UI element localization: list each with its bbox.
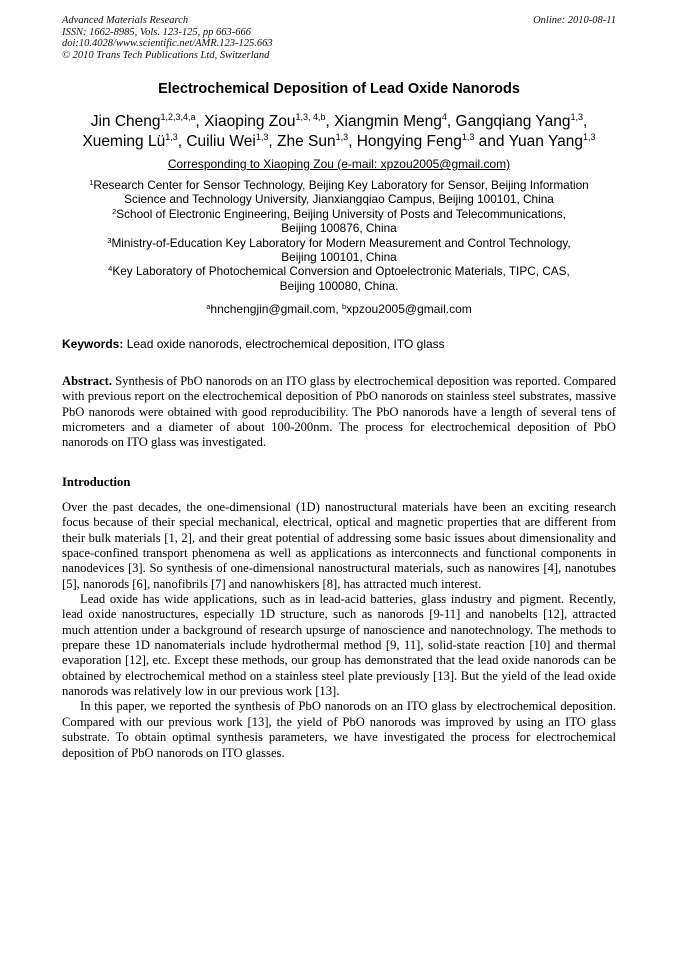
- author-name: Xiangmin Meng: [334, 113, 442, 130]
- paragraph: Over the past decades, the one-dimensional (1D) nanostructural materials have been an exciting research focus because of their special mechanical, electrical, optical and magnetic properties that are different from their bulk materials [1, 2], and their great potential of addressing some basic issues about dimensionality and space-confined transport phenomena as well as applications as interconnects and functional components in nanodevices [3]. So synthesis of one-dimensional nanostructural materials, such as nanowires [4], nanotubes [5], nanorods [6], nanofibrils [7] and nanowhiskers [8], has attracted much interest.: [62, 500, 616, 591]
- email-b[interactable]: xpzou2005@gmail.com: [346, 302, 472, 316]
- author-affiliation-mark: 1,3, 4,b: [295, 112, 326, 122]
- author-affiliation-mark: 1,3: [583, 132, 596, 142]
- author-affiliation-mark: 1,3: [255, 132, 269, 142]
- keywords-text: Lead oxide nanorods, electrochemical deposition, ITO glass: [123, 337, 445, 351]
- online-date: Online: 2010-08-11: [533, 15, 616, 26]
- journal-header: [62, 15, 273, 61]
- author-name: Cuiliu Wei: [186, 133, 256, 150]
- keywords-label: Keywords:: [62, 337, 124, 351]
- abstract-label: Abstract.: [62, 374, 113, 388]
- affiliation-item: $^1$Research Center for Sensor Technology, Beijing Key Laboratory for Sensor, Beijing Information Science and Technology University, Jianxiangqiao Campus, Beijing 100101, China: [89, 178, 589, 207]
- issn-line: ISSN: 1662-8985, Vols. 123-125, pp 663-666: [62, 26, 251, 38]
- author-name: Xiaoping Zou: [204, 113, 296, 130]
- author-affiliation-mark: 1,2,3,4,a: [160, 112, 196, 122]
- author-affiliation-mark: 1,3: [165, 132, 178, 142]
- author-name: Yuan Yang: [508, 133, 583, 150]
- author-affiliation-mark: 1,3: [335, 132, 349, 142]
- corresponding-author[interactable]: Corresponding to Xiaoping Zou (e-mail: xpzou2005@gmail.com): [167, 157, 511, 171]
- paper-title: Electrochemical Deposition of Lead Oxide Nanorods: [158, 81, 520, 97]
- author-name: Zhe Sun: [276, 133, 336, 150]
- author-affiliation-mark: 1,3: [461, 132, 475, 142]
- author-affiliation-mark: 1,3: [570, 112, 583, 122]
- journal-name: Advanced Materials Research: [62, 15, 189, 26]
- keywords: [62, 337, 616, 352]
- author-name: Hongying Feng: [356, 133, 462, 150]
- author-name: Jin Cheng: [90, 113, 161, 130]
- abstract-text: Synthesis of PbO nanorods on an ITO glass by electrochemical deposition was reported. Compared with previous report on the electrochemical deposition of PbO nanorods on stainless steel substrates, massive PbO nanorods were obtained with good reproducibility. The PbO nanorods have a length of several tens of micrometers and a diameter of about 100-200nm. The process for electrochemical deposition of PbO nanorods on ITO glass was investigated.: [62, 374, 616, 450]
- paragraph: Lead oxide has wide applications, such as in lead-acid batteries, glass industry and pigment. Recently, lead oxide nanostructures, especially 1D structure, such as nanorods [9-11] and nanobelts [12], attracted much attention under a background of research upsurge of nanoscience and nanotechnology. The methods to prepare these 1D nanomaterials include hydrothermal method [9, 11], solid-state reaction [10] and thermal evaporation [12], etc. Except these methods, our group has demonstrated that the lead oxide nanorods can be obtained by electrochemical method on a stainless steel plate previously [13]. But the yield of the lead oxide nanorods was relatively low in our previous work [13].: [62, 592, 616, 699]
- author-name: Xueming Lü: [82, 133, 166, 150]
- affiliation-item: $^2$School of Electronic Engineering, Beijing University of Posts and Telecommunications, Beijing 100876, China: [112, 206, 566, 236]
- affiliation-list: [62, 178, 616, 293]
- author-affiliation-mark: 4: [441, 112, 447, 122]
- author-emails: $^a$hnchengjin@gmail.com, $^b$xpzou2005@gmail.com: [206, 302, 472, 316]
- affiliation-item: $^3$Ministry-of-Education Key Laboratory for Modern Measurement and Control Technology, Beijing 100101, China: [107, 235, 571, 265]
- author-name: Gangqiang Yang: [455, 113, 571, 130]
- email-a[interactable]: hnchengjin@gmail.com: [210, 302, 336, 316]
- paragraph: In this paper, we reported the synthesis of PbO nanorods on an ITO glass by electrochemical deposition. Compared with our previous work [13], the yield of PbO nanorods was improved by using an ITO glass substrate. To obtain optimal synthesis parameters, we have investigated the process for electrochemical deposition of PbO nanorods on ITO glasses.: [62, 699, 616, 760]
- introduction-body: [62, 500, 616, 761]
- copyright-line: © 2010 Trans Tech Publications Ltd, Switzerland: [62, 49, 270, 61]
- author-list: Jin Cheng$^{1,2,3,4,a}$, Xiaoping Zou$^{1,3, 4,b}$, Xiangmin Meng$^4$, Gangqiang Yang$^{1,3}$, Xueming Lü$^{1,3}$, Cuiliu Wei$^{1,3}$, Zhe Sun$^{1,3}$, Hongying Feng$^{1,3}$ and Yuan Yang$^{1,3}$: [82, 112, 596, 150]
- section-heading-introduction: Introduction: [62, 475, 131, 489]
- abstract: [62, 374, 616, 451]
- doi-line: doi:10.4028/www.scientific.net/AMR.123-125.663: [62, 38, 273, 49]
- affiliation-item: $^4$Key Laboratory of Photochemical Conversion and Optoelectronic Materials, TIPC, CAS, Beijing 100080, China.: [108, 264, 570, 293]
